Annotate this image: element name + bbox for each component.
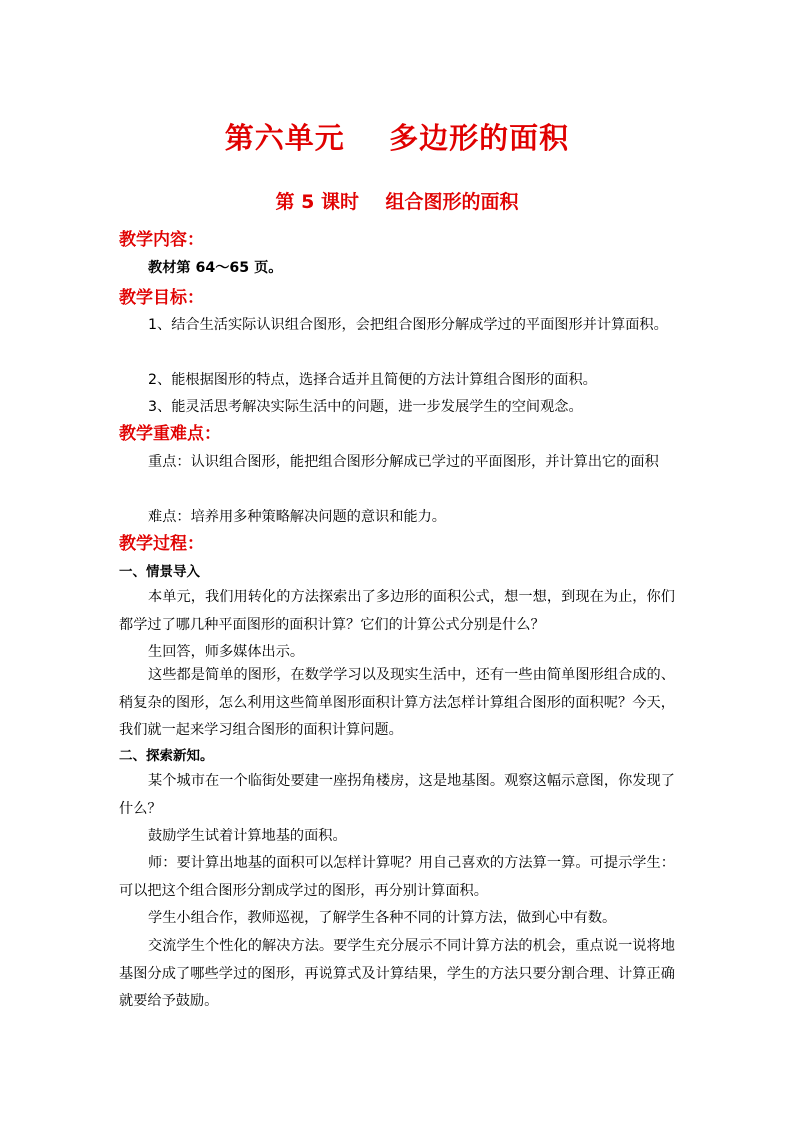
process-paragraph: 师：要计算出地基的面积可以怎样计算呢？用自己喜欢的方法算一算。可提示学生：可以把这个组合图形分割成学过的图形，再分别计算面积。: [119, 855, 675, 899]
process-paragraph: 生回答，师多媒体出示。: [148, 644, 305, 660]
key-point-item: 重点：认识组合图形，能把组合图形分解成已学过的平面图形，并计算出它的面积: [148, 454, 659, 470]
section-heading-process: 教学过程：: [119, 534, 204, 554]
process-part-title: 一、情景导入: [119, 564, 200, 580]
process-paragraph: 学生小组合作，教师巡视，了解学生各种不同的计算方法，做到心中有数。: [148, 910, 617, 926]
process-paragraph: 交流学生个性化的解决方法。要学生充分展示不同计算方法的机会，重点说一说将地基图分成了哪些学过的图形，再说算式及计算结果，学生的方法只要分割合理、计算正确就要给予鼓励。: [119, 938, 675, 1009]
process-paragraph: 这些都是简单的图形，在数学学习以及现实生活中，还有一些由简单图形组合成的、稍复杂的图形，怎么利用这些简单图形面积计算方法怎样计算组合图形的面积呢？今天，我们就一起来学习组合图形的面积计算问题。: [119, 667, 675, 738]
process-paragraph: 本单元，我们用转化的方法探索出了多边形的面积公式，想一想，到现在为止，你们都学过了哪几种平面图形的面积计算？它们的计算公式分别是什么？: [119, 589, 675, 633]
section-heading-content: 教学内容：: [119, 230, 204, 250]
unit-title: 第六单元 多边形的面积: [224, 121, 570, 155]
goal-item: 2、能根据图形的特点，选择合适并且简便的方法计算组合图形的面积。: [148, 372, 597, 388]
content-text: 教材第 64～65 页。: [148, 260, 283, 276]
section-heading-goals: 教学目标：: [119, 288, 204, 308]
goal-item: 3、能灵活思考解决实际生活中的问题，进一步发展学生的空间观念。: [148, 399, 583, 415]
key-point-item: 难点：培养用多种策略解决问题的意识和能力。: [148, 509, 446, 525]
section-heading-key-points: 教学重难点：: [119, 424, 221, 444]
goal-item: 1、结合生活实际认识组合图形，会把组合图形分解成学过的平面图形并计算面积。: [148, 317, 668, 333]
process-paragraph: 某个城市在一个临街处要建一座拐角楼房，这是地基图。观察这幅示意图，你发现了什么？: [119, 773, 675, 817]
process-part-title: 二、探索新知。: [119, 748, 214, 764]
lesson-title: 第 5 课时 组合图形的面积: [275, 191, 519, 213]
process-paragraph: 鼓励学生试着计算地基的面积。: [148, 828, 347, 844]
